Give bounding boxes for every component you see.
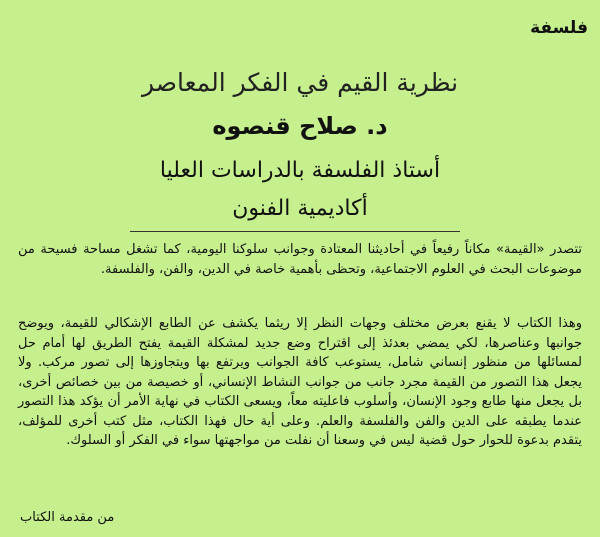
author-position: أستاذ الفلسفة بالدراسات العليا <box>159 158 441 183</box>
description-paragraph-2: وهذا الكتاب لا يقنع بعرض مختلف وجهات النظر إلا ريثما يكشف عن الطابع الإشكالي للقيمة، ويوضح جوانبها وعناصرها، لكي يمضي بعدئذ إلى اقتراح وضع جديد لمشكلة القيمة يفتح الطريق لها أمام حل لمسائلها من منظور إنساني شامل، يستوعب كافة الجوانب ويرتفع بها ويتجاوزها إلى تصور مركب. ولا يجعل هذا التصور من القيمة مجرد جانب من جوانب النشاط الإنساني، أو خصيصة من بين خصائص أخرى، بل يجعل منها طابع وجود الإنسان، وأسلوب فاعليته معاً، ويسعى الكتاب في نهاية الأمر أن يؤكد هذا التصور عندما يطبقه على الدين والفن والفلسفة والعلم. وعلى أية حال فهذا الكتاب، مثل كتب أخرى للمؤلف، يتقدم بدعوة للحوار حول قضية ليس في وسعنا أن نفلت من مواجهتها سواء في الفكر أو السلوك. <box>18 316 582 448</box>
book-title: نظرية القيم في الفكر المعاصر <box>141 68 459 97</box>
description-paragraph-1: تتصدر «القيمة» مكاناً رفيعاً في أحاديثنا المعتادة وجوانب سلوكنا اليومية، كما تشغل مساحة فسيحة من موضوعات البحث في العلوم الاجتماعية، وتحظى بأهمية خاصة في الدين، والفن، والفلسفة. <box>18 242 582 277</box>
source-note: من مقدمة الكتاب <box>20 510 115 525</box>
author-name: د. صلاح قنصوه <box>212 112 388 140</box>
section-divider <box>130 231 460 232</box>
author-institution: أكاديمية الفنون <box>232 196 368 221</box>
category-label: فلسفة <box>530 18 588 38</box>
